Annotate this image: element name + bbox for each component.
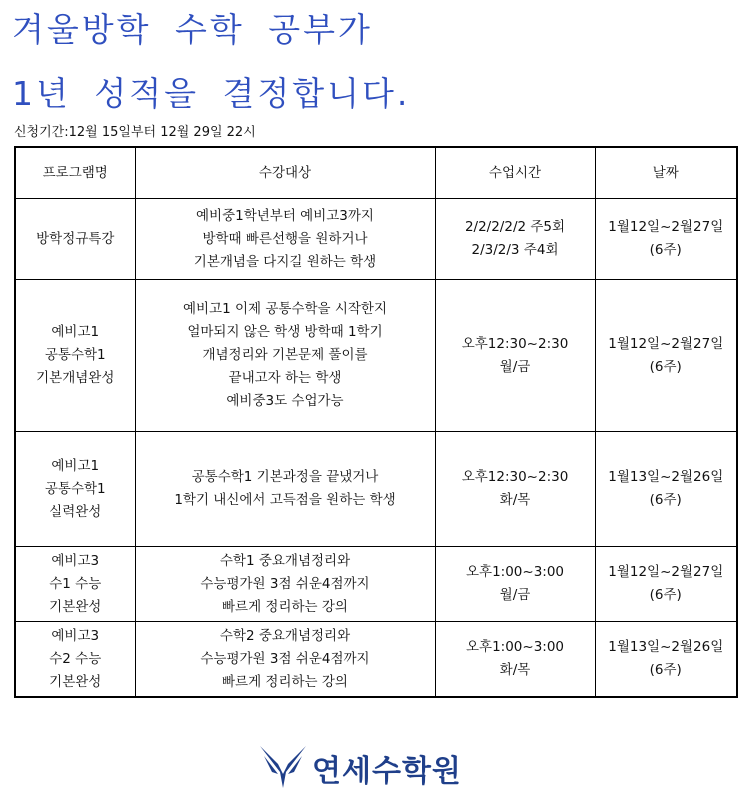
date-cell: 1월13일~2월26일 (6주): [595, 622, 737, 698]
table-row: [15, 280, 737, 432]
target-cell: 공통수학1 기본과정을 끝냈거나 1학기 내신에서 고득점을 원하는 학생: [135, 432, 435, 547]
program-cell: 예비고3 수1 수능 기본완성: [15, 547, 135, 622]
wing-emblem-icon: [258, 742, 308, 794]
table-row: [15, 622, 737, 698]
date-cell: 1월12일~2월27일 (6주): [595, 547, 737, 622]
header-target: 수강대상: [135, 147, 435, 199]
schedule-table: [14, 146, 738, 698]
header-date: 날짜: [595, 147, 737, 199]
academy-name: 연세수학원: [312, 754, 462, 789]
table-row: [15, 432, 737, 547]
target-cell: 수학1 중요개념정리와 수능평가원 3점 쉬운4점까지 빠르게 정리하는 강의: [135, 547, 435, 622]
header-program: 프로그램명: [15, 147, 135, 199]
time-cell: 오후1:00~3:00 월/금: [435, 547, 595, 622]
program-cell: 방학정규특강: [15, 199, 135, 280]
time-cell: 오후12:30~2:30 화/목: [435, 432, 595, 547]
academy-logo: [258, 741, 462, 795]
date-cell: 1월12일~2월27일 (6주): [595, 280, 737, 432]
program-cell: 예비고3 수2 수능 기본완성: [15, 622, 135, 698]
date-cell: 1월12일~2월27일 (6주): [595, 199, 737, 280]
table-header-row: [15, 147, 737, 199]
table-row: [15, 547, 737, 622]
application-period: 신청기간:12월 15일부터 12월 29일 22시: [14, 125, 256, 140]
time-cell: 오후12:30~2:30 월/금: [435, 280, 595, 432]
time-cell: 오후1:00~3:00 화/목: [435, 622, 595, 698]
target-cell: 예비중1학년부터 예비고3까지 방학때 빠른선행을 원하거나 기본개념을 다지길 원하는 학생: [135, 199, 435, 280]
target-cell: 수학2 중요개념정리와 수능평가원 3점 쉬운4점까지 빠르게 정리하는 강의: [135, 622, 435, 698]
title-line-2: 1년 성적을 결정합니다.: [12, 74, 411, 113]
table-row: [15, 199, 737, 280]
time-cell: 2/2/2/2/2 주5회 2/3/2/3 주4회: [435, 199, 595, 280]
program-cell: 예비고1 공통수학1 실력완성: [15, 432, 135, 547]
date-cell: 1월13일~2월26일 (6주): [595, 432, 737, 547]
program-cell: 예비고1 공통수학1 기본개념완성: [15, 280, 135, 432]
title-line-1: 겨울방학 수학 공부가: [12, 10, 373, 49]
target-cell: 예비고1 이제 공통수학을 시작한지 얼마되지 않은 학생 방학때 1학기 개념정리와 기본문제 풀이를 끝내고자 하는 학생 예비중3도 수업가능: [135, 280, 435, 432]
header-time: 수업시간: [435, 147, 595, 199]
